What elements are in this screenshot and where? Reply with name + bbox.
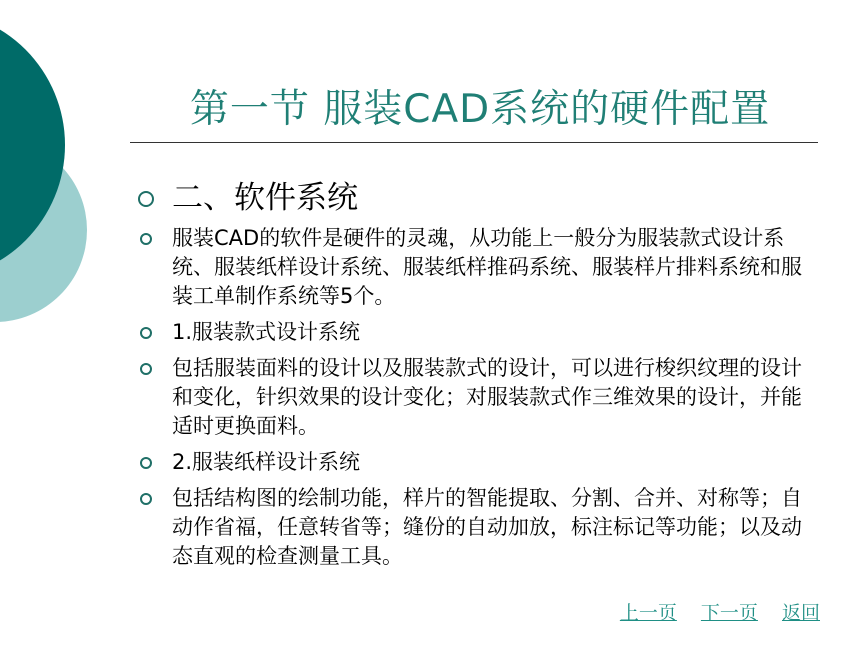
list-item — [138, 354, 818, 441]
slide-title: 第一节 服装CAD系统的硬件配置 — [189, 87, 771, 132]
circle-bullet-icon — [138, 191, 154, 207]
list-item — [138, 318, 818, 347]
prev-page-link[interactable]: 上一页 — [619, 602, 677, 624]
back-link[interactable]: 返回 — [781, 602, 820, 624]
list-item-text: 包括服装面料的设计以及服装款式的设计，可以进行梭织纹理的设计和变化，针织效果的设计变化；对服装款式作三维效果的设计，并能适时更换面料。 — [172, 356, 802, 438]
circle-bullet-icon — [140, 363, 152, 375]
circle-bullet-icon — [140, 457, 152, 469]
content-list — [138, 178, 818, 578]
list-item-text: 1.服装款式设计系统 — [172, 320, 361, 344]
list-item — [138, 224, 818, 311]
next-page-link[interactable]: 下一页 — [700, 602, 758, 624]
title-divider — [130, 142, 818, 143]
circle-bullet-icon — [140, 493, 152, 505]
list-item-text: 服装CAD的软件是硬件的灵魂，从功能上一般分为服装款式设计系统、服装纸样设计系统、服装纸样推码系统、服装样片排料系统和服装工单制作系统等5个。 — [172, 226, 802, 308]
list-item-text: 包括结构图的绘制功能，样片的智能提取、分割、合并、对称等；自动作省福，任意转省等；缝份的自动加放，标注标记等功能；以及动态直观的检查测量工具。 — [172, 486, 802, 568]
list-item — [138, 178, 818, 218]
section-heading: 二、软件系统 — [172, 180, 358, 216]
list-item-text: 2.服装纸样设计系统 — [172, 450, 361, 474]
list-item — [138, 484, 818, 571]
circle-bullet-icon — [140, 327, 152, 339]
decorative-circles — [0, 0, 140, 360]
circle-bullet-icon — [140, 233, 152, 245]
slide-navigation — [602, 598, 820, 625]
list-item — [138, 448, 818, 477]
